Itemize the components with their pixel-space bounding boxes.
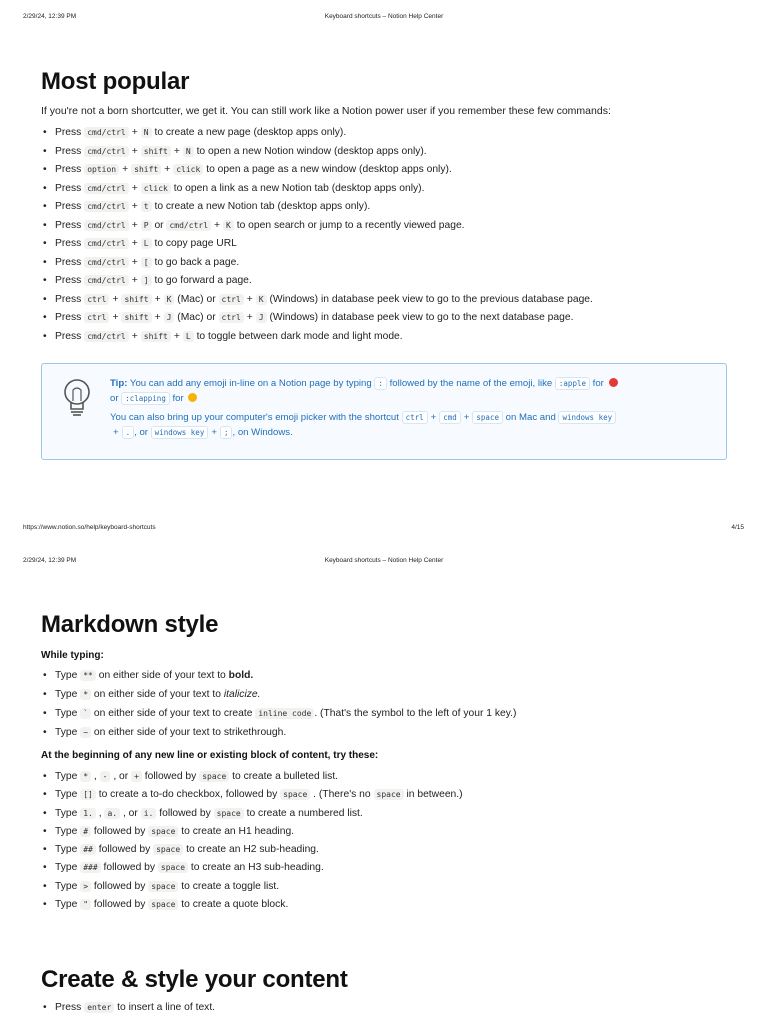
item-verb: Type [55, 825, 78, 837]
item-verb: Press [55, 1002, 82, 1013]
tip-line-2 [110, 410, 718, 440]
item-description: to go back a page. [154, 256, 240, 268]
key-chip: shift [131, 164, 161, 175]
key-chip: click [173, 164, 203, 175]
plus-sign: + [154, 312, 161, 323]
tip-text-part: on Windows. [237, 427, 293, 438]
item-description: to toggle between dark mode and light mode. [196, 330, 403, 342]
key-chip: . [122, 426, 135, 439]
key-chip: space [148, 881, 178, 892]
item-verb: Press [55, 293, 82, 305]
item-verb: Type [55, 862, 78, 874]
shortcut-list-item [41, 183, 731, 202]
plus-sign: + [131, 145, 138, 157]
print-title: Keyboard shortcuts – Notion Help Center [324, 557, 444, 564]
plus-sign: + [173, 145, 180, 157]
markdown-list-item [41, 844, 731, 862]
key-chip: * [80, 771, 91, 782]
plus-sign: + [214, 219, 221, 231]
key-chip: cmd/ctrl [84, 257, 129, 268]
item-description: (Windows) in database peek view to go to the previous database page. [269, 293, 593, 305]
key-chip: 1. [80, 808, 96, 819]
shortcut-list-item [41, 275, 731, 294]
key-chip: shift [141, 146, 171, 157]
item-connector: , or [120, 807, 138, 819]
key-chip: cmd [439, 411, 461, 424]
styled-word: bold. [228, 670, 254, 681]
key-chip: cmd/ctrl [84, 127, 129, 138]
plus-sign: + [122, 164, 129, 175]
item-connector: followed by [93, 899, 146, 911]
key-chip: space [148, 826, 178, 837]
item-description: to create an H3 sub-heading. [190, 862, 324, 874]
markdown-list-item [41, 771, 731, 789]
shortcut-list-item [41, 238, 731, 257]
key-chip: space [153, 844, 183, 855]
key-chip: ## [80, 844, 96, 855]
key-chip: # [80, 826, 91, 837]
item-connector: followed by [98, 844, 151, 856]
key-chip: K [256, 294, 267, 305]
create-list-item [41, 1002, 731, 1013]
key-chip: [] [80, 789, 96, 800]
key-chip: ctrl [84, 312, 109, 323]
item-connector: (Mac) or [177, 293, 216, 305]
key-chip: space [148, 899, 178, 910]
key-chip: shift [121, 294, 151, 305]
key-chip: space [280, 789, 310, 800]
key-chip: N [141, 127, 152, 138]
item-description: to create a numbered list. [246, 807, 363, 819]
key-chip: - [100, 771, 111, 782]
item-verb: Press [55, 238, 82, 249]
key-chip: K [223, 220, 234, 231]
item-description: to create a quote block. [181, 899, 289, 911]
key-chip: space [199, 771, 229, 782]
item-description: to copy page URL [154, 238, 237, 249]
item-connector: , [95, 807, 102, 819]
item-description: to create a new Notion tab (desktop apps only). [154, 201, 371, 212]
key-chip: i. [141, 808, 157, 819]
print-timestamp: 2/29/24, 12:39 PM [23, 557, 77, 564]
item-description: to create an H1 heading. [181, 825, 295, 837]
plus-sign: + [211, 427, 217, 438]
item-connector: to create a to-do checkbox, followed by [95, 789, 278, 801]
key-chip: inline code [255, 708, 314, 719]
item-connector: followed by [93, 825, 146, 837]
key-chip: a. [104, 808, 120, 819]
key-chip: ctrl [219, 312, 244, 323]
shortcut-list-item [41, 164, 731, 183]
item-description: to go forward a page. [154, 275, 252, 286]
plus-sign: + [131, 201, 138, 212]
key-chip: > [80, 881, 91, 892]
key-chip: L [183, 331, 194, 342]
key-chip: ] [141, 275, 152, 286]
item-verb: Press [55, 256, 82, 268]
clapping-emoji-icon [188, 393, 197, 402]
markdown-list-item [41, 862, 731, 880]
shortcut-list-item [41, 220, 731, 239]
key-chip: ** [80, 670, 96, 681]
item-description: (Windows) in database peek view to go to the next database page. [269, 312, 574, 323]
tip-text-part: or [139, 427, 148, 438]
item-verb: Press [55, 219, 82, 231]
key-chip: cmd/ctrl [84, 331, 129, 342]
tip-text-part: , [232, 427, 236, 438]
item-connector: , [91, 771, 97, 782]
while-typing-subheading: While typing: [41, 650, 104, 661]
shortcut-list-item [41, 146, 731, 165]
key-chip: space [472, 411, 503, 424]
lightbulb-icon [60, 378, 94, 422]
plus-sign: + [131, 275, 138, 286]
tip-text-part: , [134, 427, 137, 438]
item-verb: Press [55, 182, 82, 194]
markdown-list-item [41, 808, 731, 826]
shortcut-list-item [41, 257, 731, 276]
item-verb: Type [55, 789, 78, 801]
item-verb: Press [55, 330, 82, 342]
item-verb: Type [55, 880, 78, 892]
key-chip: option [84, 164, 119, 175]
item-verb: Type [55, 670, 78, 681]
item-connector: or [154, 219, 164, 231]
item-description: . (That's the symbol to the left of your 1 key.) [314, 708, 517, 719]
shortcut-list-item [41, 127, 731, 146]
item-description: on either side of your text to [98, 670, 226, 681]
plus-sign: + [246, 293, 253, 305]
key-chip: ~ [80, 727, 91, 738]
key-chip: ### [80, 862, 100, 873]
most-popular-list [41, 127, 731, 349]
markdown-list-item [41, 826, 731, 844]
plus-sign: + [113, 427, 119, 438]
item-description: to create a toggle list. [181, 880, 280, 892]
key-chip: ctrl [402, 411, 428, 424]
key-chip: space [158, 862, 188, 873]
key-chip: P [141, 220, 152, 231]
item-verb: Type [55, 727, 78, 738]
markdown-list-item [41, 670, 731, 689]
item-verb: Press [55, 127, 82, 138]
item-description: to open a page as a new window (desktop apps only). [206, 164, 452, 175]
plus-sign: + [131, 256, 138, 268]
item-verb: Type [55, 844, 78, 856]
key-chip: enter [84, 1002, 114, 1013]
plus-sign: + [154, 293, 161, 305]
item-verb: Press [55, 312, 82, 323]
section-heading-markdown-style: Markdown style [41, 611, 219, 638]
while-typing-list [41, 670, 731, 746]
key-chip: * [80, 689, 91, 700]
shortcut-list-item [41, 201, 731, 220]
intro-paragraph: If you're not a born shortcutter, we get it. You can still work like a Notion power user if you remember these few commands: [41, 105, 611, 117]
tip-text-part: followed by the name of the emoji, like [389, 378, 553, 389]
item-verb: Type [55, 689, 78, 700]
tip-text-part: or [110, 393, 119, 404]
markdown-list-item [41, 789, 731, 807]
key-chip: :apple [555, 377, 590, 390]
item-connector: followed by [93, 880, 146, 892]
tip-text-part: You can add any emoji in-line on a Notion page by typing [129, 378, 372, 389]
key-chip: cmd/ctrl [84, 183, 129, 194]
plus-sign: + [173, 330, 180, 342]
print-timestamp: 2/29/24, 12:39 PM [23, 13, 77, 20]
shortcut-list-item [41, 294, 731, 313]
key-chip: L [141, 238, 152, 249]
tip-label: Tip: [110, 378, 128, 389]
key-chip: cmd/ctrl [84, 146, 129, 157]
key-chip: J [256, 312, 267, 323]
key-chip: J [164, 312, 175, 323]
plus-sign: + [246, 312, 253, 323]
key-chip: shift [121, 312, 151, 323]
key-chip: " [80, 899, 91, 910]
tip-text [110, 376, 718, 444]
markdown-list-item [41, 727, 731, 746]
key-chip: :clapping [121, 392, 170, 405]
plus-sign: + [430, 412, 437, 423]
key-chip: ctrl [84, 294, 109, 305]
key-chip: ` [80, 708, 91, 719]
print-url: https://www.notion.so/help/keyboard-shortcuts [23, 524, 156, 531]
tip-text-part: on Mac and [505, 412, 556, 423]
item-verb: Press [55, 164, 82, 175]
item-description: to create an H2 sub-heading. [186, 844, 319, 856]
key-chip: cmd/ctrl [84, 275, 129, 286]
block-subheading: At the beginning of any new line or existing block of content, try these: [41, 750, 379, 761]
item-description: in between.) [406, 789, 463, 801]
item-description: . (There's no [313, 789, 371, 801]
key-chip: cmd/ctrl [84, 238, 129, 249]
plus-sign: + [463, 412, 470, 423]
key-chip: windows key [558, 411, 616, 424]
item-description: on either side of your text to [93, 689, 221, 700]
plus-sign: + [131, 238, 138, 249]
key-chip: + [131, 771, 142, 782]
item-verb: Type [55, 899, 78, 911]
print-page-number: 4/15 [731, 524, 744, 531]
shortcut-list-item [41, 312, 731, 331]
tip-text-part: for [592, 378, 604, 389]
item-description: to insert a line of text. [117, 1002, 216, 1013]
plus-sign: + [112, 293, 119, 305]
item-description: on either side of your text to strikethrough. [93, 727, 287, 738]
key-chip: cmd/ctrl [84, 201, 129, 212]
item-description: to create a new page (desktop apps only). [154, 127, 347, 138]
item-verb: Type [55, 807, 78, 819]
tip-text-part: for [172, 393, 184, 404]
item-description: to open a link as a new Notion tab (desktop apps only). [173, 182, 425, 194]
tip-text-part: You can also bring up your computer's emoji picker with the shortcut [110, 412, 399, 423]
shortcut-list-item [41, 331, 731, 350]
key-chip: : [374, 377, 387, 390]
item-description: to open search or jump to a recently viewed page. [236, 219, 465, 231]
item-connector: followed by [103, 862, 156, 874]
create-style-list [41, 1002, 731, 1013]
markdown-list-item [41, 708, 731, 727]
key-chip: t [141, 201, 152, 212]
key-chip: ; [220, 426, 233, 439]
item-description: to create a bulleted list. [232, 771, 339, 782]
item-verb: Type [55, 708, 78, 719]
apple-emoji-icon [609, 378, 618, 387]
key-chip: windows key [151, 426, 209, 439]
key-chip: K [164, 294, 175, 305]
key-chip: space [214, 808, 244, 819]
key-chip: N [183, 146, 194, 157]
markdown-list-item [41, 689, 731, 708]
item-description: to open a new Notion window (desktop apps only). [196, 145, 427, 157]
key-chip: click [141, 183, 171, 194]
block-markdown-list [41, 771, 731, 917]
item-connector: (Mac) or [177, 312, 216, 323]
key-chip: shift [141, 331, 171, 342]
key-chip: ctrl [219, 294, 244, 305]
item-verb: Press [55, 275, 82, 286]
plus-sign: + [164, 164, 171, 175]
styled-word: italicize. [223, 689, 261, 700]
key-chip: cmd/ctrl [84, 220, 129, 231]
item-description: on either side of your text to create [93, 708, 253, 719]
print-title: Keyboard shortcuts – Notion Help Center [324, 13, 444, 20]
item-verb: Press [55, 201, 82, 212]
item-connector: followed by [159, 807, 211, 819]
key-chip: cmd/ctrl [166, 220, 211, 231]
plus-sign: + [131, 219, 138, 231]
plus-sign: + [131, 127, 138, 138]
item-connector: , or [110, 771, 129, 782]
item-verb: Press [55, 145, 82, 157]
section-heading-most-popular: Most popular [41, 68, 190, 95]
item-connector: followed by [144, 771, 197, 782]
plus-sign: + [112, 312, 119, 323]
markdown-list-item [41, 881, 731, 899]
item-verb: Type [55, 771, 78, 782]
plus-sign: + [131, 330, 138, 342]
key-chip: space [374, 789, 404, 800]
tip-callout [41, 363, 727, 460]
key-chip: [ [141, 257, 152, 268]
section-heading-create-style: Create & style your content [41, 966, 348, 993]
plus-sign: + [131, 182, 138, 194]
markdown-list-item [41, 899, 731, 917]
